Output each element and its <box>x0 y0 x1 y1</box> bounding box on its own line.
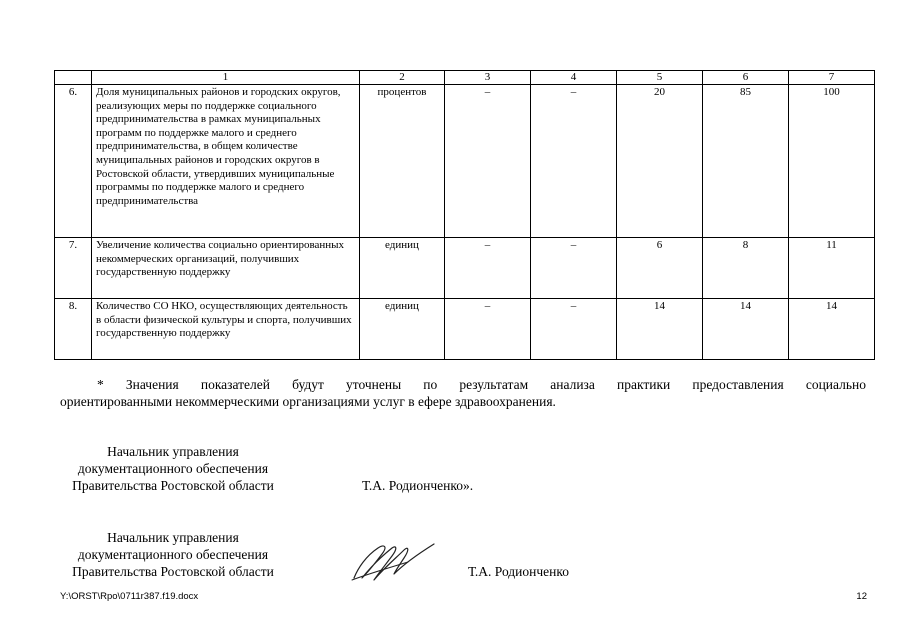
table-header-row <box>55 71 875 85</box>
unit-cell: единиц <box>360 238 445 299</box>
value-cell: 14 <box>703 299 789 360</box>
value-cell: 11 <box>789 238 875 299</box>
value-cell: – <box>531 299 617 360</box>
signatory-title-line-1: Начальник управления <box>107 530 239 545</box>
row-number: 8. <box>55 299 92 360</box>
table-row <box>55 238 875 299</box>
value-cell: 100 <box>789 85 875 238</box>
value-cell: – <box>531 238 617 299</box>
value-cell: 6 <box>617 238 703 299</box>
value-cell: – <box>445 299 531 360</box>
value-cell: – <box>445 85 531 238</box>
value-cell: 14 <box>617 299 703 360</box>
value-cell: 8 <box>703 238 789 299</box>
signatory-title-line-3: Правительства Ростовской области <box>72 564 274 579</box>
indicator-name: Увеличение количества социально ориентированных некоммерческих организаций, получивших государственную поддержку <box>92 238 360 299</box>
indicators-table <box>54 70 875 360</box>
header-cell: 2 <box>360 71 445 85</box>
indicator-name: Доля муниципальных районов и городских округов, реализующих меры по поддержке социального предпринимательства в рамках муниципальных программ по поддержке малого и среднего предпринимательства, в общем количестве муниципальных районов и городских округов в Ростовской области, утвердивших муниципальные программы по поддержке малого и среднего предпринимательства <box>92 85 360 238</box>
value-cell: 20 <box>617 85 703 238</box>
signatory-name: Т.А. Родионченко». <box>362 478 474 493</box>
handwritten-signature <box>348 538 438 586</box>
indicator-name: Количество СО НКО, осуществляющих деятельность в области физической культуры и спорта, получивших государственную поддержку <box>92 299 360 360</box>
unit-cell: единиц <box>360 299 445 360</box>
value-cell: 14 <box>789 299 875 360</box>
header-cell: 5 <box>617 71 703 85</box>
header-cell: 3 <box>445 71 531 85</box>
header-cell: 6 <box>703 71 789 85</box>
page-number: 12 <box>856 591 867 602</box>
value-cell: 85 <box>703 85 789 238</box>
signatory-title-line-2: документационного обеспечения <box>77 547 269 562</box>
file-path: Y:\ORST\Rpo\0711r387.f19.docx <box>60 591 199 602</box>
footnote <box>60 376 866 410</box>
signatory-name: Т.А. Родионченко <box>468 564 569 579</box>
table-row <box>55 299 875 360</box>
header-cell: 7 <box>789 71 875 85</box>
footnote-line-1: * Значения показателей будут уточнены по результатам анализа практики предоставления социально <box>97 377 866 392</box>
value-cell: – <box>531 85 617 238</box>
unit-cell: процентов <box>360 85 445 238</box>
header-cell: 1 <box>92 71 360 85</box>
table-row <box>55 85 875 238</box>
value-cell: – <box>445 238 531 299</box>
signatory-title-line-1: Начальник управления <box>107 444 239 459</box>
signatory-title-line-2: документационного обеспечения <box>77 461 269 476</box>
signatory-title-line-3: Правительства Ростовской области <box>72 478 274 493</box>
header-cell <box>55 71 92 85</box>
header-cell: 4 <box>531 71 617 85</box>
row-number: 6. <box>55 85 92 238</box>
row-number: 7. <box>55 238 92 299</box>
footnote-line-2: ориентированными некоммерческими организациями услуг в ефере здравоохранения. <box>60 394 556 409</box>
